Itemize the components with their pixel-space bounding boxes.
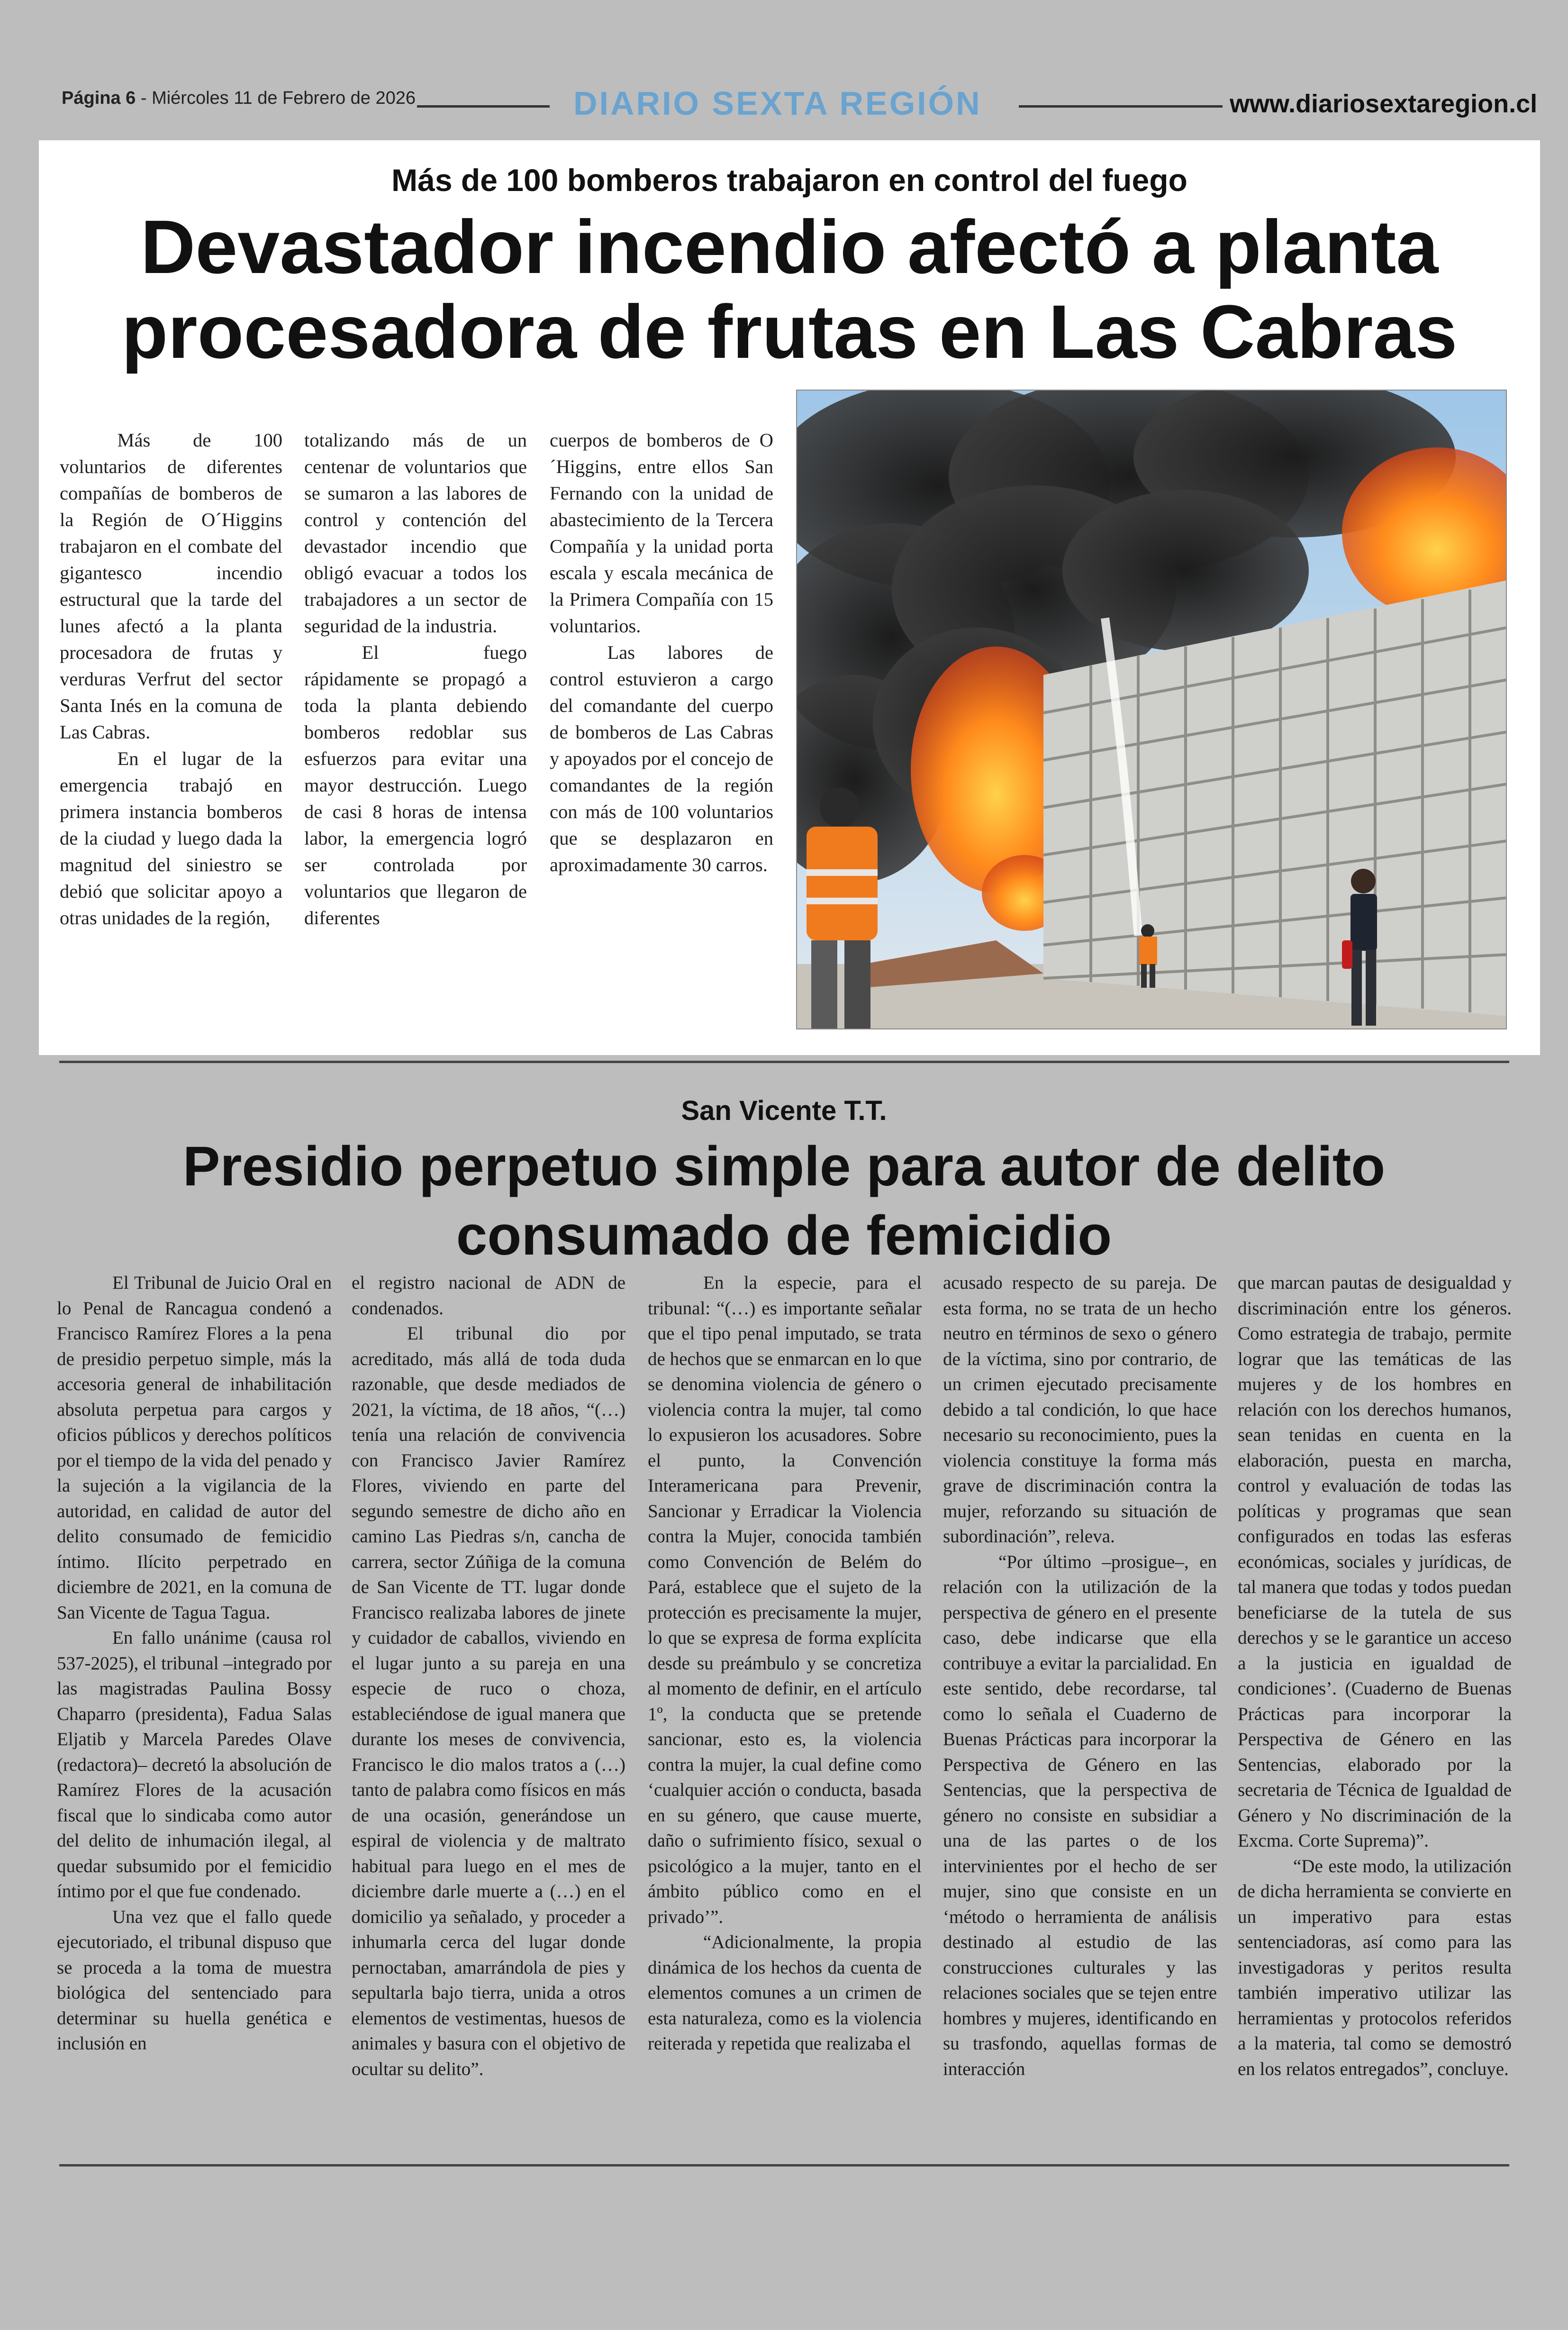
paragraph: “De este modo, la utilización de dicha herramienta se convierte en un imperativo para estas sentenciadoras, así como para las investigadoras y peritos resulta también imperativo utilizar las herramientas y protocolos referidos a la materia, tal como se demostró en los relatos entregados”, concluye. bbox=[1238, 1856, 1512, 2079]
article-femicide-kicker: San Vicente T.T. bbox=[681, 1095, 887, 1126]
paragraph: El fuego rápidamente se propagó a toda la planta debiendo bomberos redoblar sus esfuerzos para evitar una mayor destrucción. Luego de casi 8 horas de intensa labor, la emergencia logró ser controlada por voluntarios que llegaron de diferentes bbox=[304, 642, 527, 928]
header-rule-right bbox=[1019, 105, 1223, 108]
paragraph: “Por último –prosigue–, en relación con la utilización de la perspectiva de género en el presente caso, debe indicarse que ella contribuye a evitar la parcialidad. En este sentido, debe recordarse, tal como lo señala el Cuaderno de Buenas Prácticas para incorporar la Perspectiva de Género en las Sentencias, que la perspectiva de género no consiste en subsidiar a una de las partes o de los intervinientes por el hecho de ser mujer, sino que consiste en un ‘método o herramienta de análisis destinado al estudio de las construcciones culturales y las relaciones sociales que se tejen entre hombres y mujeres, identificando en su trasfondo, aquellas formas de interacción bbox=[943, 1551, 1217, 2079]
article-fire-column-2 bbox=[304, 427, 527, 931]
paragraph: Las labores de control estuvieron a cargo del comandante del cuerpo de bomberos de Las Cabras y apoyados por el concejo de comandantes de la región con más de 100 voluntarios que se desplazaron en aproximadamente 30 carros. bbox=[550, 642, 773, 875]
article-femicide-column-4 bbox=[943, 1270, 1217, 2082]
paragraph: En la especie, para el tribunal: “(…) es importante señalar que el tipo penal imputado, se trata de hechos que se enmarcan en lo que se denomina violencia de género o violencia contra la mujer, tal como lo expusieron los acusadores. Sobre el punto, la Convención Interamericana para Prevenir, Sancionar y Erradicar la Violencia contra la Mujer, conocida también como Convención de Belém do Pará, establece que el sujeto de la protección es precisamente la mujer, lo que se expresa de forma explícita desde su preámbulo y se concretiza al momento de definir, en el artículo 1º, la conducta que se pretende sancionar, esto es, la violencia contra la mujer, la cual define como ‘cualquier acción o conducta, basada en su género, que cause muerte, daño o sufrimiento físico, sexual o psicológico a la mujer, tanto en el ámbito público como en el privado’”. bbox=[648, 1273, 922, 1927]
article-femicide-headline bbox=[0, 1132, 1568, 1270]
paragraph: En el lugar de la emergencia trabajó en primera instancia bomberos de la ciudad y luego dada la magnitud del siniestro se debió que solicitar apoyo a otras unidades de la región, bbox=[60, 748, 282, 928]
headline-line: Devastador incendio afectó a planta bbox=[140, 204, 1439, 289]
page-number: Página 6 bbox=[62, 88, 136, 108]
paragraph: totalizando más de un centenar de voluntarios que se sumaron a las labores de control y contención del devastador incendio que obligó evacuar a todos los trabajadores a un sector de seguridad de la industria. bbox=[304, 429, 527, 637]
paragraph: cuerpos de bomberos de O´Higgins, entre ellos San Fernando con la unidad de abastecimiento de la Tercera Compañía y la unidad porta escala y escala mecánica de la Primera Compañía con 15 voluntarios. bbox=[550, 429, 773, 637]
paragraph: acusado respecto de su pareja. De esta forma, no se trata de un hecho neutro en términos de sexo o género de la víctima, sino por contrario, de un crimen ejecutado precisamente debido a tal condición, lo que hace necesario su reconocimiento, pues la violencia constituye la forma más grave de discriminación contra la mujer, reforzando su situación de subordinación”, releva. bbox=[943, 1273, 1217, 1547]
paragraph: el registro nacional de ADN de condenados. bbox=[352, 1273, 625, 1319]
paragraph: El Tribunal de Juicio Oral en lo Penal de Rancagua condenó a Francisco Ramírez Flores a la pena de presidio perpetuo simple, más la accesoria general de inhabilitación absoluta perpetua para cargos y oficios públicos y derechos políticos por el tiempo de la vida del penado y la sujeción a la vigilancia de la autoridad, en calidad de autor del delito consumado de femicidio íntimo. Ilícito perpetrado en diciembre de 2021, en la comuna de San Vicente de Tagua Tagua. bbox=[57, 1273, 332, 1623]
newspaper-url: www.diariosextaregion.cl bbox=[1230, 90, 1538, 118]
paragraph: Más de 100 voluntarios de diferentes compañías de bomberos de la Región de O´Higgins trabajaron en el combate del gigantesco incendio estructural que la tarde del lunes afectó a la planta procesadora de frutas y verduras Verfrut del sector Santa Inés en la comuna de Las Cabras. bbox=[60, 429, 282, 743]
article-femicide-column-1 bbox=[57, 1270, 332, 2057]
paragraph: El tribunal dio por acreditado, más allá de toda duda razonable, que desde mediados de 2021, la víctima, de 18 años, “(…) tenía una relación de convivencia con Francisco Javier Ramírez Flores, viviendo en parte del segundo semestre de dicho año en camino Las Piedras s/n, cancha de carrera, sector Zúñiga de la comuna de San Vicente de TT. lugar donde Francisco realizaba labores de jinete y cuidador de caballos, viviendo en el lugar junto a su pareja en una especie de ruco o choza, estableciéndose de igual manera que durante los meses de convivencia, Francisco le dio malos tratos a (…) tanto de palabra como físicos en más de una ocasión, generándose un espiral de violencia y de maltrato habitual para luego en el mes de diciembre darle muerte a (…) en el domicilio ya señalado, y proceder a inhumarla cerca del lugar donde pernoctaban, amarrándola de pies y sepultarla bajo tierra, unida a otros elementos de vestimentas, huesos de animales y basura con el objetivo de ocultar su delito”. bbox=[352, 1323, 625, 2079]
article-fire-column-3 bbox=[550, 427, 773, 878]
article-fire-headline bbox=[39, 204, 1540, 374]
page-date-line bbox=[62, 88, 416, 109]
section-divider-top bbox=[59, 1061, 1509, 1063]
newspaper-name: DIARIO SEXTA REGIÓN bbox=[573, 85, 982, 122]
article-femicide-column-5 bbox=[1238, 1270, 1512, 2082]
headline-line: consumado de femicidio bbox=[456, 1204, 1112, 1267]
header-rule-left bbox=[417, 105, 550, 108]
section-divider-bottom bbox=[59, 2164, 1509, 2166]
paragraph: En fallo unánime (causa rol 537-2025), el tribunal –integrado por las magistradas Paulina Bossy Chaparro (presidenta), Fadua Salas Eljatib y Marcela Paredes Olave (redactora)– decretó la absolución de Ramírez Flores de la acusación fiscal que lo sindicaba como autor del delito de inhumación ilegal, al quedar subsumido por el femicidio íntimo por el que fue condenado. bbox=[57, 1628, 332, 1902]
article-fire-kicker: Más de 100 bomberos trabajaron en control del fuego bbox=[391, 163, 1187, 198]
fire-photo-illustration bbox=[797, 391, 1507, 1029]
fire-photo bbox=[796, 390, 1507, 1029]
paragraph: que marcan pautas de desigualdad y discriminación entre los géneros. Como estrategia de trabajo, permite lograr que las temáticas de las mujeres y de los hombres en relación con los derechos humanos, sean tenidas en cuenta en la elaboración, puesta en marcha, control y evaluación de todas las políticas y programas que sean configurados en todas las esferas económicas, sociales y jurídicas, de tal manera que todas y todos puedan beneficiarse de la tutela de sus derechos y se le garantice un acceso a la justicia en igualdad de condiciones’. (Cuaderno de Buenas Prácticas para incorporar la Perspectiva de Género en las Sentencias, elaborado por la secretaria de Técnica de Igualdad de Género y No discriminación de la Excma. Corte Suprema)”. bbox=[1238, 1273, 1512, 1851]
page-header bbox=[0, 0, 1568, 142]
headline-line: Presidio perpetuo simple para autor de delito bbox=[182, 1135, 1386, 1198]
paragraph: “Adicionalmente, la propia dinámica de los hechos da cuenta de elementos comunes a un crimen de esta naturaleza, como es la violencia reiterada y repetida que realizaba el bbox=[648, 1932, 922, 2054]
headline-line: procesadora de frutas en Las Cabras bbox=[121, 289, 1458, 374]
paragraph: Una vez que el fallo quede ejecutoriado, el tribunal dispuso que se proceda a la toma de muestra biológica del sentenciado para determinar su huella genética e inclusión en bbox=[57, 1906, 332, 2054]
issue-date: - Miércoles 11 de Febrero de 2026 bbox=[136, 88, 416, 108]
article-femicide-column-3 bbox=[648, 1270, 922, 2057]
article-fire-column-1 bbox=[60, 427, 282, 931]
article-femicide-column-2 bbox=[352, 1270, 625, 2082]
